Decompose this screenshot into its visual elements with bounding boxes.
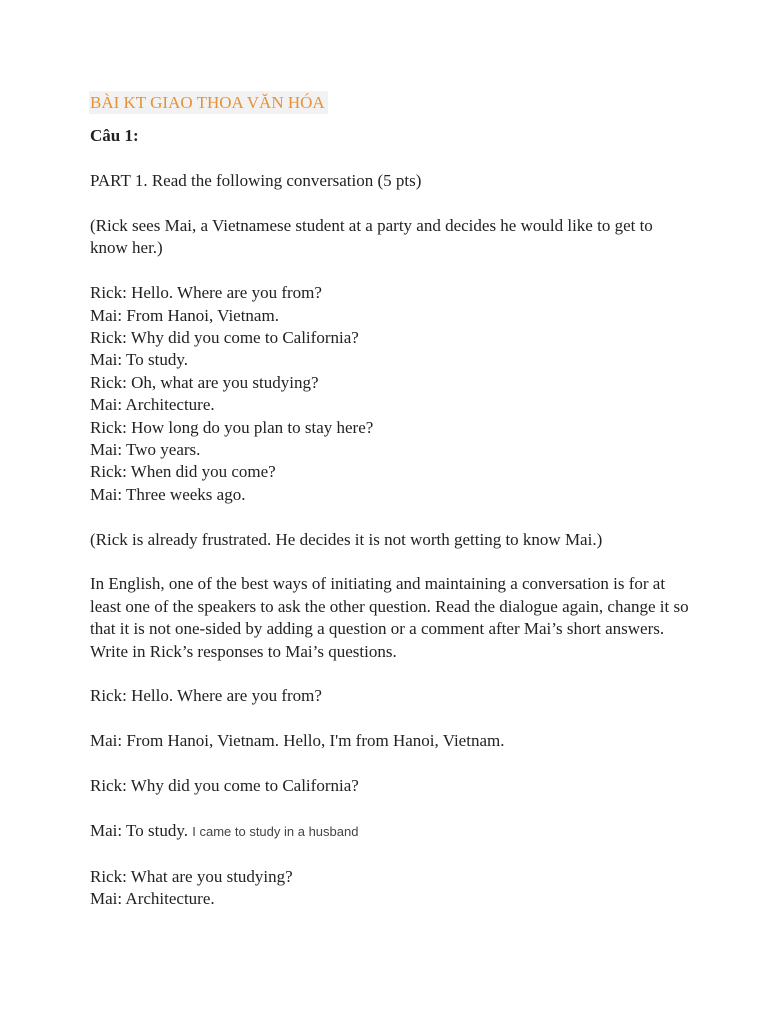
answer-line-6: Mai: Architecture. [90,889,215,909]
dialogue-line: Mai: Three weeks ago. [90,484,246,504]
dialogue-line: Rick: Hello. Where are you from? [90,283,322,303]
answer-line-2: Mai: From Hanoi, Vietnam. Hello, I'm from Hanoi, Vietnam. [90,731,505,751]
instructions: In English, one of the best ways of initiating and maintaining a conversation is for at least one of the speakers to ask the other question. Read the dialogue again, change it so that it is not one-sided by adding a question or a comment after Mai’s short answers. Write in Rick’s responses to Mai’s questions. [90,574,689,661]
dialogue-line: Mai: To study. [90,350,188,370]
dialogue-line: Mai: Architecture. [90,395,215,415]
answer-line-3: Rick: Why did you come to California? [90,776,359,796]
question-heading: Câu 1: [90,126,139,146]
answer-final-block [90,866,690,911]
answer-line-4 [90,820,690,843]
dialogue-block [90,282,690,506]
document-title: BÀI KT GIAO THOA VĂN HÓA [89,91,328,114]
part-heading: PART 1. Read the following conversation (5 pts) [90,171,422,191]
dialogue-line: Rick: Why did you come to California? [90,328,359,348]
dialogue-line: Mai: From Hanoi, Vietnam. [90,305,279,325]
answer-line-4-added: I came to study in a husband [192,823,359,839]
answer-line-1: Rick: Hello. Where are you from? [90,686,322,706]
document-page [90,91,690,910]
dialogue-line: Rick: When did you come? [90,462,276,482]
answer-line-4-text: Mai: To study. [90,820,193,840]
dialogue-line: Mai: Two years. [90,440,201,460]
dialogue-line: Rick: How long do you plan to stay here? [90,417,374,437]
intro-note: (Rick sees Mai, a Vietnamese student at a party and decides he would like to get to know her.) [90,216,653,258]
dialogue-line: Rick: Oh, what are you studying? [90,372,319,392]
outro-note: (Rick is already frustrated. He decides it is not worth getting to know Mai.) [90,529,603,549]
answer-line-5: Rick: What are you studying? [90,866,293,886]
